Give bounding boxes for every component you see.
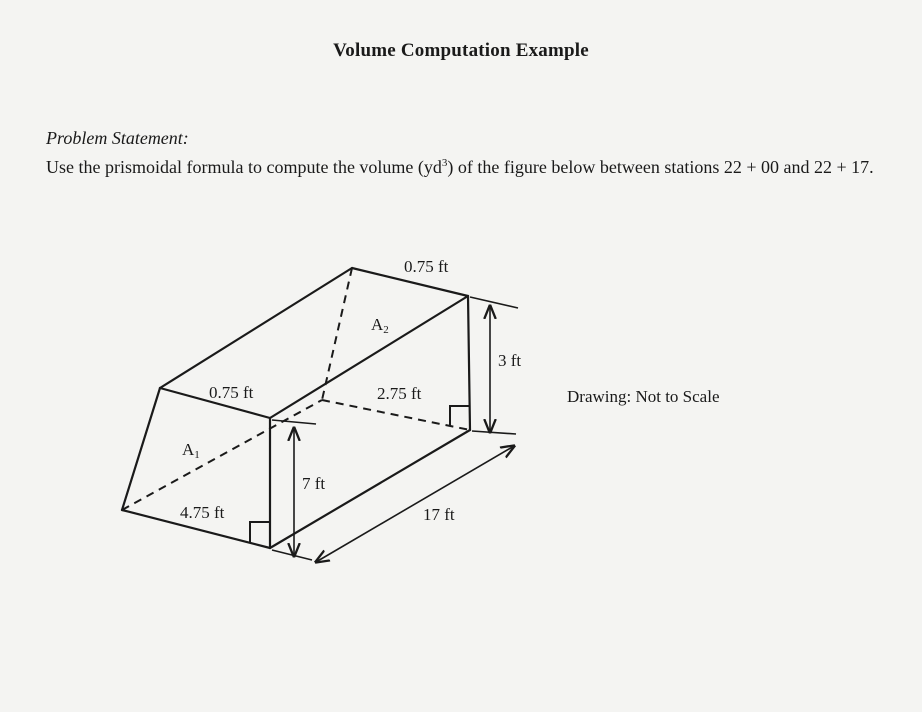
problem-heading: Problem Statement: bbox=[46, 128, 189, 148]
height-front-extension-bottom bbox=[272, 550, 312, 560]
height-front-extension-top bbox=[272, 420, 316, 424]
drawing-scale-note: Drawing: Not to Scale bbox=[567, 387, 720, 406]
label-area-front-subscript: 1 bbox=[194, 449, 200, 461]
back-right-edge bbox=[468, 296, 470, 430]
label-bottom-width-back: 2.75 ft bbox=[377, 384, 422, 403]
label-height-back: 3 ft bbox=[498, 351, 522, 370]
label-area-front bbox=[182, 440, 200, 461]
label-bottom-width-front: 4.75 ft bbox=[180, 503, 225, 522]
label-top-width-front: 0.75 ft bbox=[209, 383, 254, 402]
label-area-back-subscript: 2 bbox=[383, 324, 389, 336]
hidden-back-left-edge bbox=[322, 268, 352, 400]
problem-text-part-2: ) of the figure below between stations 22 + 00 and 22 + 17. bbox=[447, 157, 874, 177]
label-area-front-letter: A bbox=[182, 440, 195, 459]
right-angle-marker-back bbox=[450, 406, 469, 426]
page-title: Volume Computation Example bbox=[333, 40, 589, 61]
hidden-back-bottom-edge bbox=[322, 400, 470, 430]
label-area-back bbox=[371, 315, 389, 336]
front-left-edge bbox=[122, 388, 160, 510]
height-back-extension-bottom bbox=[472, 431, 516, 434]
label-height-front: 7 ft bbox=[302, 474, 326, 493]
right-angle-marker-front bbox=[250, 522, 270, 543]
label-top-width-back: 0.75 ft bbox=[404, 257, 449, 276]
problem-text-part-1: Use the prismoidal formula to compute the volume (yd bbox=[46, 157, 442, 177]
height-back-extension-top bbox=[470, 297, 518, 308]
label-area-back-letter: A bbox=[371, 315, 384, 334]
label-length: 17 ft bbox=[423, 505, 455, 524]
top-left-edge bbox=[160, 268, 352, 388]
problem-text-superscript: 3 bbox=[441, 157, 448, 169]
top-right-edge bbox=[270, 296, 468, 418]
